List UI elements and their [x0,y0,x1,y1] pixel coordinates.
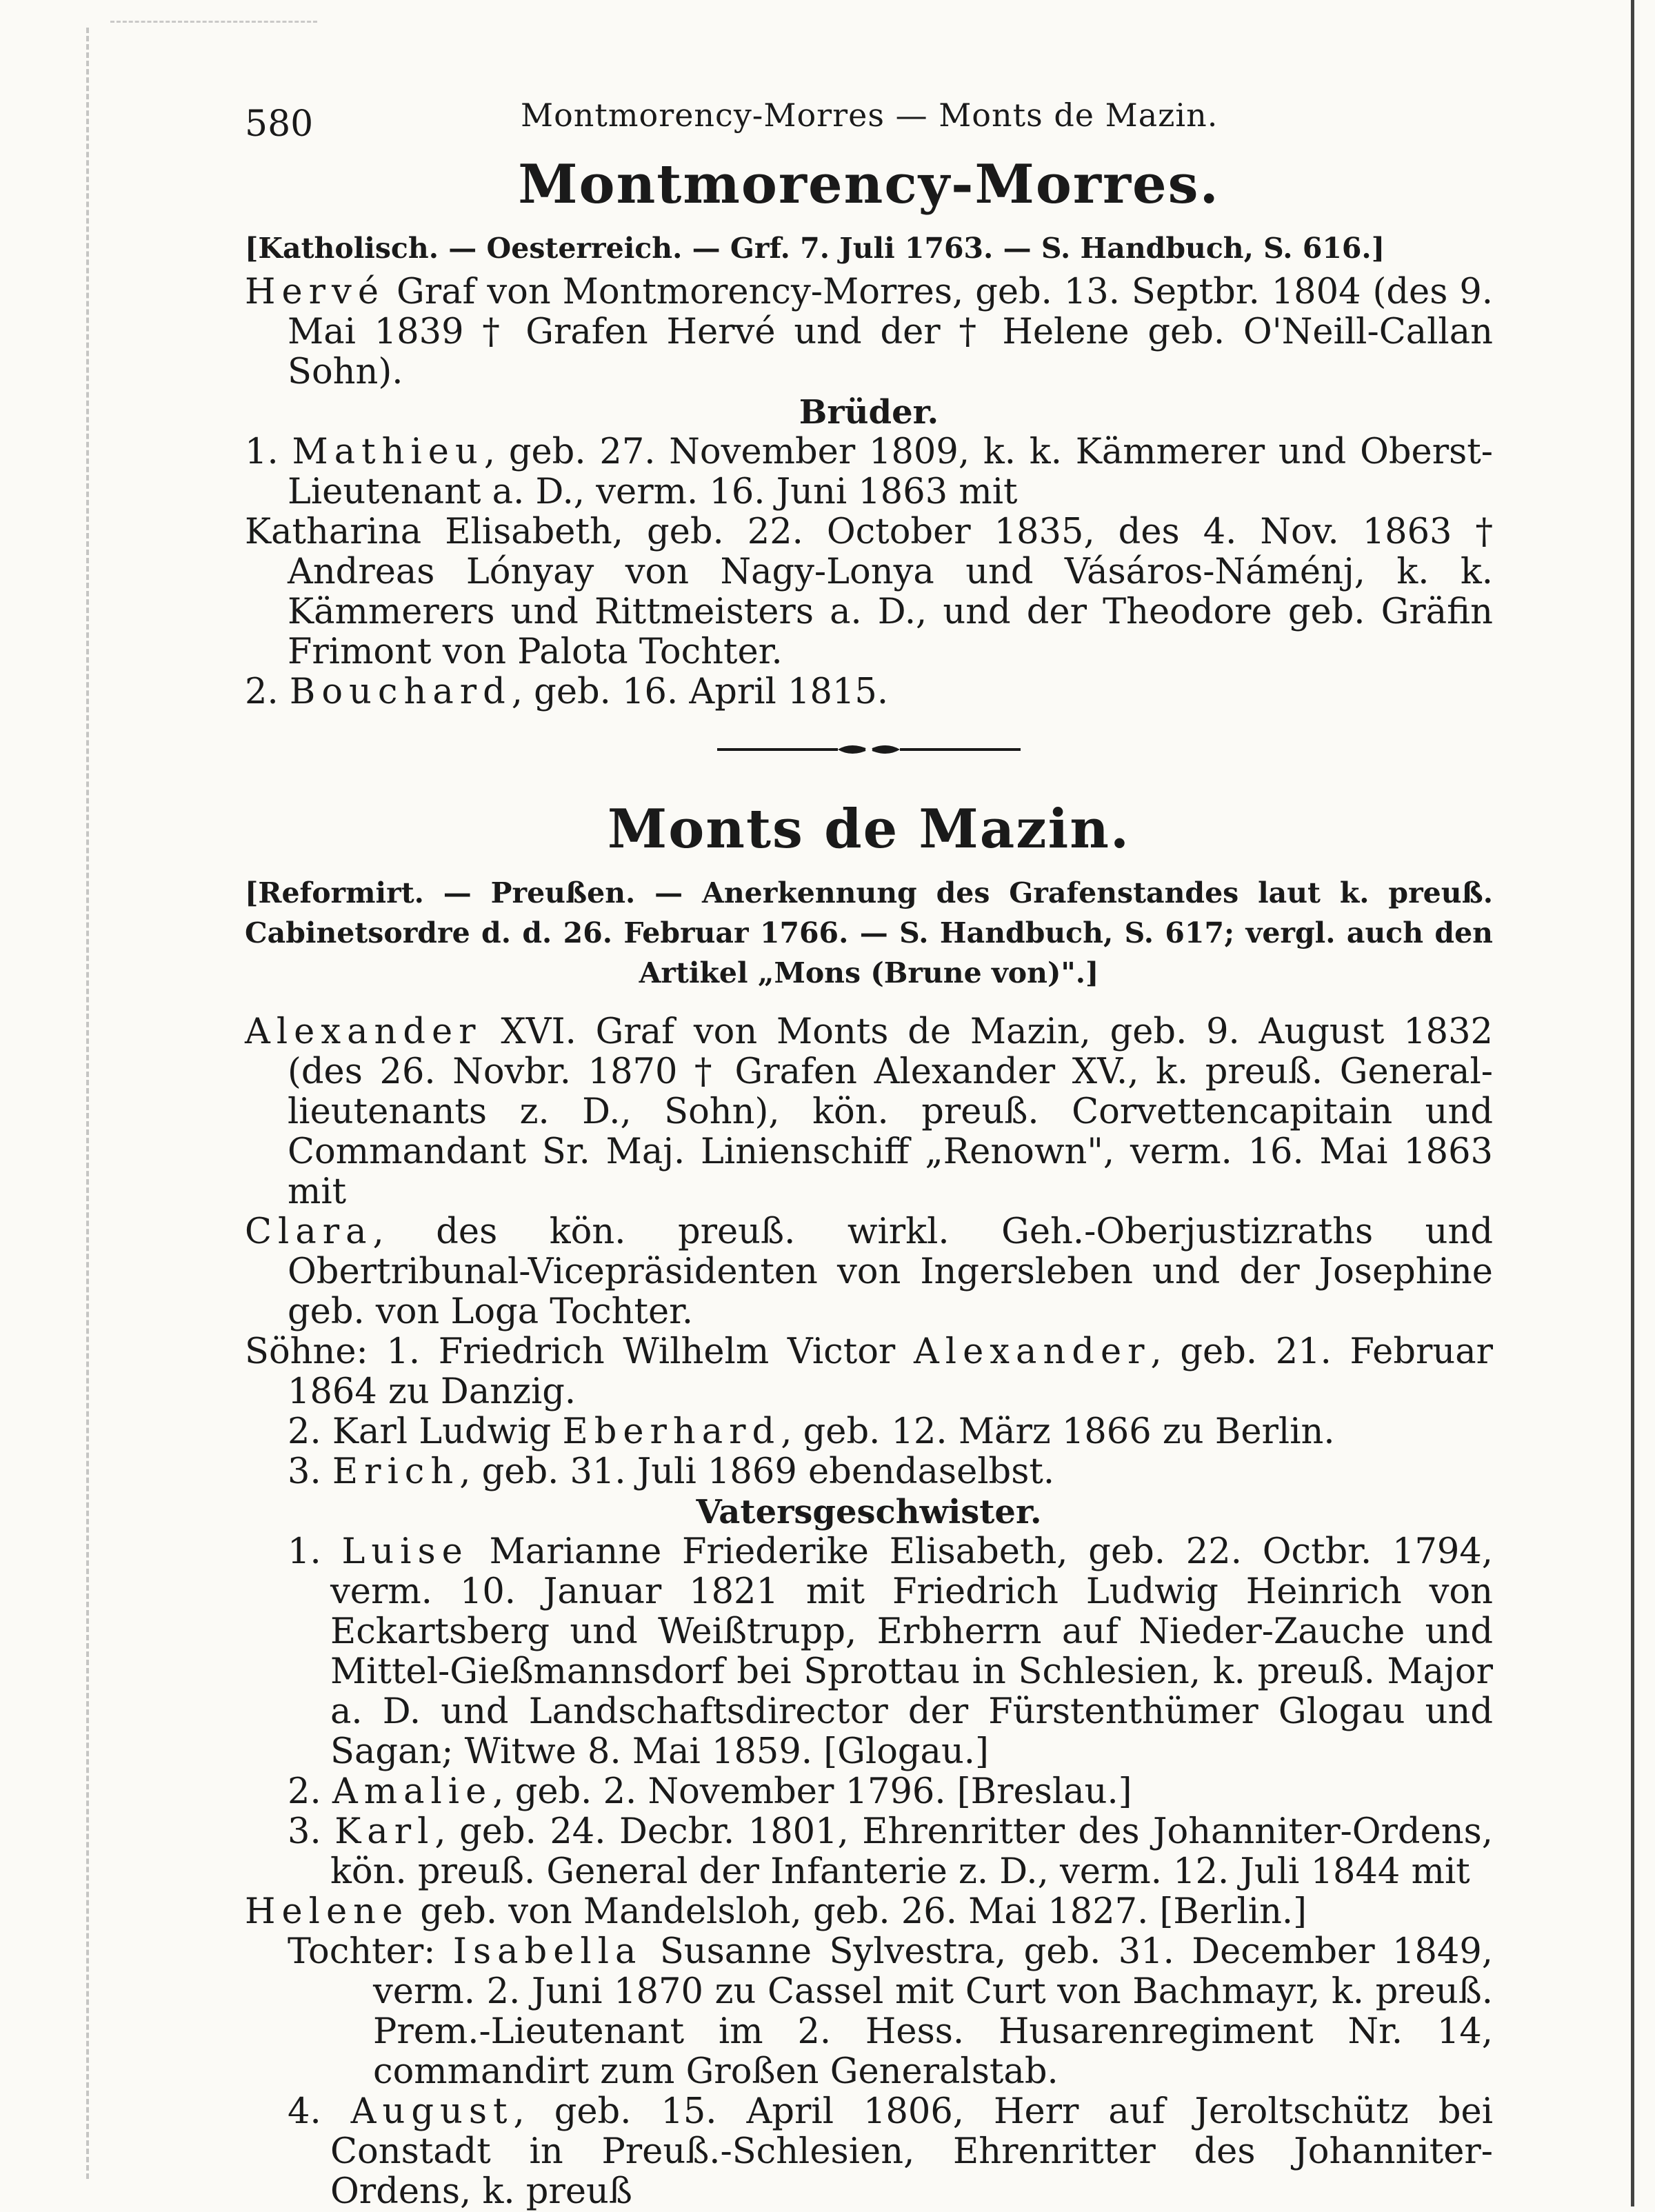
entry-name: Bouchard [289,672,512,712]
entry-text: , geb. 24. Decbr. 1801, Ehrenritter des Johanniter-Ordens, kön. preuß. General der Infanterie z. D., verm. 12. Juli 1844 mit [330,1811,1493,1892]
heading-paternal-siblings: Vatersgeschwister. [696,1493,1042,1531]
entry-number: 4. [288,2091,351,2132]
daughter-entry [245,1932,1493,2092]
entry-text: geb. von Mandelsloh, geb. 26. Mai 1827. [Berlin.] [409,1891,1307,1932]
entry-number: 1. [288,1531,342,1572]
entry-text: XVI. Graf von Monts de Mazin, geb. 9. August 1832 (des 26. Novbr. 1870 † Grafen Alexander XV., k. preuß. General-lieutenants z. D., Sohn), kön. preuß. Corvettencapitain und Commandant Sr. Maj. Linienschiff „Renown", verm. 16. Mai 1863 mit [288,1012,1493,1212]
entry-name: Erich [332,1451,460,1492]
son-entry-1 [245,1332,1493,1412]
sibling-entry-3 [245,1812,1493,1892]
entry-text: Susanne Sylvestra, geb. 31. December 1849, verm. 2. Juni 1870 zu Cassel mit Curt von Bachmayr, k. preuß. Prem.-Lieutenant im 2. Hess. Husarenregiment Nr. 14, commandirt zum Großen Generalstab. [373,1931,1494,2092]
book-page [245,83,1493,2212]
entry-text: Graf von Montmorency-Morres, geb. 13. Septbr. 1804 (des 9. Mai 1839 † Grafen Hervé und der † Helene geb. O'Neill-Callan Sohn). [288,272,1493,392]
son-entry-3 [245,1452,1493,1492]
entry-text: , geb. 2. November 1796. [Breslau.] [492,1771,1132,1812]
scan-left-edge [86,28,89,2179]
entry-text: , geb. 15. April 1806, Herr auf Jeroltschütz bei Constadt in Preuß.-Schlesien, Ehrenritter des Johanniter-Ordens, k. preuß [330,2091,1494,2212]
entry-text: , geb. 27. November 1809, k. k. Kämmerer und Oberst-Lieutenant a. D., verm. 16. Juni 1863 mit [288,432,1494,512]
scan-right-edge [1631,0,1634,2206]
entry-text: , geb. 16. April 1815. [511,672,889,712]
head-entry-montmorency [245,272,1493,392]
page-number: 580 [245,103,314,145]
entry-text: Marianne Friederike Elisabeth, geb. 22. Octbr. 1794, verm. 10. Januar 1821 mit Friedrich Ludwig Heinrich von Eckartsberg und Weißtrupp, Erbherrn auf Nieder-Zauche und Mittel-Gießmannsdorf bei Sprottau in Schlesien, k. preuß. Major a. D. und Landschaftsdirector der Fürstenthümer Glogau und Sagan; Witwe 8. Mai 1859. [Glogau.] [330,1531,1493,1772]
entry-name: Helene [245,1891,410,1932]
entry-name: Alexander [913,1331,1151,1372]
running-head [245,83,1493,145]
brother-entry-1 [245,432,1493,512]
sibling-entry-4 [245,2092,1493,2212]
entry-text: , geb. 12. März 1866 zu Berlin. [781,1411,1335,1452]
entry-text: , geb. 21. Februar 1864 zu Danzig. [288,1331,1493,1412]
entry-text: 2. Karl Ludwig [288,1411,563,1452]
heading-brothers: Brüder. [799,393,939,432]
son-entry-2 [245,1412,1493,1452]
entry-name: Karl [334,1811,435,1852]
entry-text: , des kön. preuß. wirkl. Geh.-Oberjustizraths und Obertribunal-Vicepräsidenten von Ingersleben und der Josephine geb. von Loga Tochter. [288,1211,1493,1332]
head-wife-entry [245,1212,1493,1332]
entry-number: 2. [288,1771,332,1812]
sibling-3-wife-entry [245,1892,1493,1932]
entry-number: 2. [245,672,290,712]
entry-name: Alexander [245,1012,482,1052]
sons-label: Söhne: [245,1331,387,1372]
family-info-montmorency: [Katholisch. — Oesterreich. — Grf. 7. Juli 1763. — S. Handbuch, S. 616.] [245,232,1385,265]
entry-name: Isabella [452,1931,643,1972]
entry-name: Luise [341,1531,469,1572]
entry-text: , geb. 31. Juli 1869 ebendaselbst. [459,1451,1055,1492]
sibling-entry-1 [245,1532,1493,1772]
entry-name: Clara [245,1211,373,1252]
section-divider [717,736,1021,763]
entry-name: August [350,2091,514,2132]
daughter-label: Tochter: [288,1931,453,1972]
entry-name: Mathieu [292,432,484,472]
brother-entry-2 [245,672,1493,712]
family-info-monts: [Reformirt. — Preußen. — Anerkennung des Grafenstandes laut k. preuß. Cabinetsordre d. d. 26. Februar 1766. — S. Handbuch, S. 617; vergl. auch den Artikel „Mons (Brune von)".] [245,876,1493,989]
entry-number: 3. [288,1811,335,1852]
running-title: Montmorency-Morres — Monts de Mazin. [521,97,1218,134]
entry-text: 1. Friedrich Wilhelm Victor [386,1331,914,1372]
entry-name: Eberhard [562,1411,781,1452]
brother-1-wife-entry: Katharina Elisabeth, geb. 22. October 1835, des 4. Nov. 1863 † Andreas Lónyay von Nagy-Lonya und Vásáros-Náménj, k. k. Kämmerers und Rittmeisters a. D., und der Theodore geb. Gräfin Frimont von Palota Tochter. [245,512,1493,672]
scan-top-edge [110,21,317,23]
entry-text: 3. [288,1451,332,1492]
sibling-entry-2 [245,1772,1493,1812]
family-title-montmorency: Montmorency-Morres. [518,153,1220,216]
entry-number: 1. [245,432,292,472]
head-entry-monts [245,1012,1493,1212]
family-title-monts: Monts de Mazin. [607,798,1131,861]
entry-name: Amalie [332,1771,493,1812]
entry-name: Hervé [245,272,385,312]
